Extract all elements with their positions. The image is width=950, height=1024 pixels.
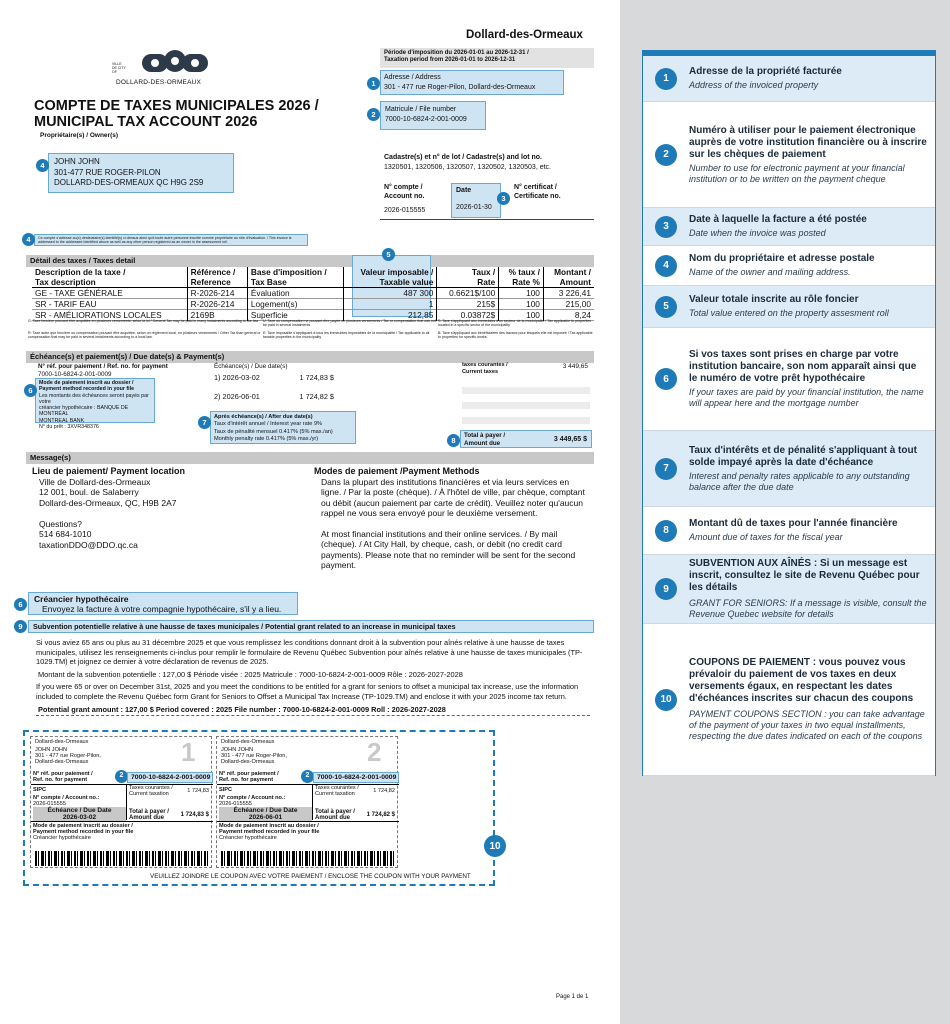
owner-city: DOLLARD-DES-ORMEAUX QC H9G 2S9 bbox=[54, 178, 204, 187]
legend-number bbox=[643, 296, 689, 318]
legend-sidebar bbox=[620, 0, 950, 1024]
legend-fr: Adresse de la propriété facturée bbox=[689, 66, 842, 77]
matricule-box bbox=[380, 101, 486, 130]
legend-en: Total value entered on the property assesment roll bbox=[689, 308, 889, 318]
total-label-1: Total à payer / bbox=[464, 432, 506, 439]
tax-cell: R-2026-214 bbox=[187, 288, 247, 299]
mortgage-l4: créancier hypothécaire : BANQUE DE MONTRÉAL bbox=[39, 405, 129, 418]
methods-title: Modes de paiement /Payment Methods bbox=[314, 466, 480, 476]
barcode-icon bbox=[35, 851, 209, 866]
header-line: Référence / bbox=[190, 267, 236, 277]
coupon-mode-3: Créancier hypothécaire bbox=[219, 835, 277, 841]
coupon-account-label: N° compte / Account no.: bbox=[219, 795, 286, 801]
coupon-total-label-1: Total à payer / bbox=[129, 809, 169, 815]
creancier-text: Envoyez la facture à votre compagnie hypothécaire, s'il y a lieu. bbox=[42, 604, 282, 614]
header-line: Reference bbox=[190, 277, 231, 287]
callout-10-icon: 10 bbox=[484, 835, 506, 857]
tax-cell: 100 bbox=[499, 288, 544, 299]
creancier-title: Créancier hypothécaire bbox=[34, 594, 129, 604]
location-line: Questions? bbox=[39, 518, 82, 529]
coupon-current-label-2: Current taxation bbox=[129, 791, 169, 797]
legend-number bbox=[643, 689, 689, 711]
coupon-mode-1: Mode de paiement inscrit au dossier / bbox=[219, 823, 319, 829]
logo-name: DOLLARD-DES-ORMEAUX bbox=[116, 79, 202, 86]
certificate-label-1: N° certificat / bbox=[514, 184, 557, 191]
owner-street: 301-477 RUE ROGER-PILON bbox=[54, 167, 161, 177]
subvention-p2: If you were 65 or over on December 31st, 2025 and you meet the conditions to be entitled for a grant for seniors to offset a municipal tax increase, use the information included to complete the Revenu Québec form Grant for Seniors to Offset a Municipal Tax Increase (TP-1029.TM) and enclose it with your 2025 income tax return. bbox=[36, 682, 579, 701]
mortgage-l3: Les montants des échéances seront payés par votre bbox=[39, 392, 149, 405]
header-line: Amount bbox=[559, 277, 591, 287]
tax-detail-table bbox=[32, 267, 594, 321]
coupon-ref-label-1: N° réf. pour paiement / bbox=[219, 771, 279, 777]
subvention-text bbox=[36, 638, 590, 716]
after-l3: Taux de pénalité mensuel 0.417% (5% max./an) bbox=[214, 428, 333, 435]
period-line-1: Période d'imposition du 2026-01-01 au 2026-12-31 / bbox=[384, 50, 529, 56]
header-line: Taux / bbox=[471, 267, 496, 277]
due-2-date: 2) 2026-06-01 bbox=[214, 392, 260, 401]
callout-2-icon: 2 bbox=[367, 108, 380, 121]
after-l4: Monthly penalty rate 0.417% (5% max./yr) bbox=[214, 436, 319, 443]
due-dates-list bbox=[214, 372, 344, 402]
tax-cell: 0.6621$/100 bbox=[437, 288, 499, 299]
payment-coupon bbox=[30, 736, 212, 868]
legend-number bbox=[643, 578, 689, 600]
coupon-sipc: SIPC bbox=[33, 787, 47, 793]
coupon-total-label-2: Amount due bbox=[129, 815, 164, 821]
account-label-2: Account no. bbox=[384, 193, 425, 200]
legend-number-badge-icon: 4 bbox=[655, 255, 677, 277]
coupon-addr1: 301 - 477 rue Roger-Pilon, bbox=[35, 753, 101, 759]
legend-number-badge-icon: 9 bbox=[655, 578, 677, 600]
empty-row bbox=[462, 387, 590, 394]
methods-en: At most financial institutions and their online services. / By mail (cheque). / At City Hall, by cheque, cash, or debit (no credit card payments). Please note that no reminder will be sent for the second payment. bbox=[321, 528, 576, 570]
legend-en: PAYMENT COUPONS SECTION : you can take advantage of the payment of your taxes in two equal installments, respecting the due dates indicated on each of the coupons bbox=[689, 709, 925, 741]
legend-fr: Montant dû de taxes pour l'année financière bbox=[689, 518, 898, 529]
coupon-footer: VEUILLEZ JOINDRE LE COUPON AVEC VOTRE PAIEMENT / ENCLOSE THE COUPON WITH YOUR PAYMENT bbox=[150, 873, 471, 880]
legend-en: Interest and penalty rates applicable to any outstanding balance after the due date bbox=[689, 470, 910, 492]
coupon-total-label-2: Amount due bbox=[315, 815, 350, 821]
barcode-icon bbox=[221, 851, 395, 866]
date-value: 2026-01-30 bbox=[456, 204, 492, 211]
tax-header-3 bbox=[344, 267, 437, 288]
legend-text bbox=[689, 66, 935, 91]
legend-number bbox=[643, 255, 689, 277]
logo-small-text: VILLE DE CITY OF bbox=[112, 62, 126, 74]
coupon-due-label: Échéance / Due Date bbox=[233, 807, 298, 814]
owner-name: JOHN JOHN bbox=[54, 157, 100, 166]
logo-mark-icon bbox=[112, 44, 222, 78]
coupon-current-label-2: Current taxation bbox=[315, 791, 355, 797]
legend-number-badge-icon: 6 bbox=[655, 368, 677, 390]
tax-header-2 bbox=[247, 267, 343, 288]
messages-heading: Message(s) bbox=[26, 452, 594, 464]
callout-5-icon: 5 bbox=[382, 248, 395, 261]
legend-number-badge-icon: 2 bbox=[655, 144, 677, 166]
legend-number bbox=[643, 216, 689, 238]
header-line: Base d'imposition / bbox=[250, 267, 327, 277]
cadastre-value: 1320501, 1320506, 1320507, 1320502, 1320503, etc. bbox=[384, 164, 551, 171]
tax-cell: 8,24 bbox=[543, 310, 594, 321]
callout-4-icon: 4 bbox=[36, 159, 49, 172]
tax-cell: 100 bbox=[499, 299, 544, 310]
header-line: % taux / bbox=[508, 267, 540, 277]
legend-text bbox=[689, 253, 935, 278]
callout-8-icon: 8 bbox=[447, 434, 460, 447]
tax-notes bbox=[28, 319, 594, 343]
certificate-block bbox=[514, 183, 561, 201]
legend-number bbox=[643, 520, 689, 542]
address-label: Adresse / Address bbox=[384, 74, 441, 81]
mortgage-l1: Mode de paiement inscrit au dossier / bbox=[39, 380, 134, 386]
period-line-2: Taxation period from 2026-01-01 to 2026-12-31 bbox=[384, 57, 516, 63]
header-line: Tax description bbox=[35, 277, 96, 287]
city-logo bbox=[112, 44, 222, 88]
legend-item-10 bbox=[643, 624, 935, 776]
location-line bbox=[39, 508, 282, 519]
legend-number-badge-icon: 10 bbox=[655, 689, 677, 711]
tax-header-5 bbox=[499, 267, 544, 288]
cadastre-label: Cadastre(s) et n° de lot / Cadastre(s) and lot no. bbox=[384, 154, 542, 161]
legend-fr: SUBVENTION AUX AÎNÉS : Si un message est inscrit, consultez le site de Revenu Québec pour les détails bbox=[689, 558, 920, 593]
legend-number-badge-icon: 5 bbox=[655, 296, 677, 318]
legend-text bbox=[689, 294, 935, 319]
legend-item-8 bbox=[643, 507, 935, 555]
coupon-due-box bbox=[33, 807, 126, 821]
legend-fr: Taux d'intérêts et de pénalité s'appliquant à tout solde impayé après la date d'échéance bbox=[689, 444, 917, 468]
amount-due-box bbox=[460, 430, 592, 448]
coupon-ref-label-2: Ref. no. for payment bbox=[219, 777, 274, 783]
note-e: E: Taxe imposable s'appliquant à tous les immeubles imposables de la municipalité / Tax applicable to all taxable properties in the municipality bbox=[263, 331, 430, 340]
tax-cell: 2169B bbox=[187, 310, 247, 321]
callout-2-coupon-icon: 2 bbox=[115, 770, 128, 783]
legend-item-7 bbox=[643, 431, 935, 507]
tax-cell: SR - AMÉLIORATIONS LOCALES bbox=[35, 310, 162, 320]
coupon-due-box bbox=[219, 807, 312, 821]
ref-block bbox=[38, 363, 168, 378]
ref-value: 7000-10-6824-2-001-0009 bbox=[38, 370, 112, 378]
callout-1-icon: 1 bbox=[367, 77, 380, 90]
owner-address-box bbox=[48, 153, 234, 193]
owner-label: Propriétaire(s) / Owner(s) bbox=[40, 132, 119, 139]
mortgage-payment-box bbox=[35, 378, 155, 431]
legend-number-badge-icon: 3 bbox=[655, 216, 677, 238]
tax-header-1 bbox=[187, 267, 247, 288]
subvention-en-line: Potential grant amount : 127,00 $ Period covered : 2025 File number : 7000-10-6824-2-001-0009 Roll : 2026-2027-2028 bbox=[36, 705, 590, 717]
tax-cell: 215,00 bbox=[543, 299, 594, 310]
divider bbox=[31, 784, 213, 785]
coupon-addr1: 301 - 477 rue Roger-Pilon, bbox=[221, 753, 287, 759]
tax-header-4 bbox=[437, 267, 499, 288]
divider bbox=[126, 784, 127, 820]
legend-en: Date when the invoice was posted bbox=[689, 228, 826, 238]
location-line: Dollard-des-Ormeaux, QC, H9B 2A7 bbox=[39, 497, 177, 508]
ref-label: N° réf. pour paiement / Ref. no. for payment bbox=[38, 363, 168, 370]
header-line: Description de la taxe / bbox=[35, 267, 126, 277]
due-1-amount: 1 724,83 $ bbox=[299, 373, 334, 382]
due-2-amount: 1 724,82 $ bbox=[299, 392, 334, 401]
callout-4b-icon: 4 bbox=[22, 233, 35, 246]
coupon-mode-3: Créancier hypothécaire bbox=[33, 835, 91, 841]
title-line-1: COMPTE DE TAXES MUNICIPALES 2026 / bbox=[34, 98, 319, 114]
address-value: 301 - 477 rue Roger-Pilon, Dollard-des-Ormeaux bbox=[384, 84, 536, 91]
header-line: Tax Base bbox=[250, 277, 287, 287]
page-title bbox=[34, 98, 319, 130]
tax-cell: 487 300 bbox=[344, 288, 437, 299]
tax-cell: Évaluation bbox=[247, 288, 343, 299]
header-line: Rate % bbox=[512, 277, 540, 287]
callout-3-icon: 3 bbox=[497, 192, 510, 205]
cadastre-block bbox=[384, 153, 594, 173]
coupon-mode-2: Payment method recorded in your file bbox=[219, 829, 320, 835]
tax-cell: 215$ bbox=[437, 299, 499, 310]
after-l2: Taux d'intérêt annuel / Interest year rate 9% bbox=[214, 421, 323, 428]
coupon-name: JOHN JOHN bbox=[221, 747, 254, 753]
coupon-number: 2 bbox=[367, 737, 382, 767]
legend-en: Address of the invoiced property bbox=[689, 80, 819, 90]
coupon-mode-2: Payment method recorded in your file bbox=[33, 829, 134, 835]
location-line: taxationDDO@DDO.qc.ca bbox=[39, 539, 138, 550]
current-label-2: Current taxes bbox=[462, 368, 499, 375]
coupon-due-label: Échéance / Due Date bbox=[47, 807, 112, 814]
legend-fr: Date à laquelle la facture a été postée bbox=[689, 214, 867, 225]
payment-coupon bbox=[216, 736, 398, 868]
coupon-ref-label-2: Ref. no. for payment bbox=[33, 777, 88, 783]
after-due-box bbox=[210, 411, 356, 444]
legend-fr: COUPONS DE PAIEMENT : vous pouvez vous prévaloir du paiement de vos taxes en deux versements égaux, en respectant les dates d'échéances inscrites sur chacun des coupons bbox=[689, 657, 914, 704]
note-g: G: Taxe foncière pouvant être acquittée en plusieurs versements, selon la loi / General Tax may be paid in many instalments according to the law bbox=[28, 319, 259, 323]
divider bbox=[217, 821, 399, 822]
mortgage-l6: N° du prêt : 3XVR348376 bbox=[39, 424, 99, 431]
legend-number-badge-icon: 8 bbox=[655, 520, 677, 542]
tax-cell: Logement(s) bbox=[247, 299, 343, 310]
legend-fr: Nom du propriétaire et adresse postale bbox=[689, 253, 875, 264]
note-s: S: Taxe s'appliquant aux immeubles d'un secteur de la municipalité / Tax applicable to properties located in a specific sector of the municipality bbox=[438, 319, 592, 328]
matricule-value: 7000-10-6824-2-001-0009 bbox=[385, 116, 467, 123]
legend-fr: Si vos taxes sont prises en charge par votre institution bancaire, son nom apparaît ainsi que le numéro de votre prêt hypothécaire bbox=[689, 349, 917, 384]
legend-text bbox=[689, 657, 935, 742]
coupon-current-value: 1 724,82 bbox=[373, 788, 395, 794]
tax-cell: R-2026-214 bbox=[187, 299, 247, 310]
coupon-name: JOHN JOHN bbox=[35, 747, 68, 753]
subvention-fr-line: Montant de la subvention potentielle : 127,00 $ Période visée : 2025 Matricule : 7000-10-6824-2-001-0009 Rôle : 2026-2027-2028 bbox=[38, 669, 463, 679]
tax-header-0 bbox=[32, 267, 187, 288]
tax-row bbox=[32, 299, 594, 310]
legend-text bbox=[689, 214, 935, 239]
coupon-account-label: N° compte / Account no.: bbox=[33, 795, 100, 801]
callout-7-icon: 7 bbox=[198, 416, 211, 429]
coupon-account: 2026-015555 bbox=[219, 801, 252, 807]
callout-2-coupon-icon: 2 bbox=[301, 770, 314, 783]
coupon-total-label-1: Total à payer / bbox=[315, 809, 355, 815]
creancier-box bbox=[28, 592, 298, 615]
legend-en: If your taxes are paid by your financial institution, the name will appear here and the mortgage number bbox=[689, 387, 924, 408]
coupon-city: Dollard-des-Ormeaux bbox=[221, 739, 275, 745]
legend-item-3 bbox=[643, 208, 935, 246]
current-taxes bbox=[462, 362, 594, 375]
tax-cell: SR - TARIF EAU bbox=[35, 299, 97, 309]
coupon-number: 1 bbox=[181, 737, 196, 767]
header-line: Montant / bbox=[554, 267, 591, 277]
coupon-city: Dollard-des-Ormeaux bbox=[35, 739, 89, 745]
due-item-1 bbox=[214, 372, 344, 383]
header-line: Taxable value bbox=[379, 277, 434, 287]
due-1-date: 1) 2026-03-02 bbox=[214, 373, 260, 382]
legend-item-5 bbox=[643, 286, 935, 328]
legend-text bbox=[689, 445, 935, 493]
coupon-addr2: Dollard-des-Ormeaux bbox=[221, 759, 275, 765]
legend-item-4 bbox=[643, 246, 935, 286]
tax-header-6 bbox=[543, 267, 594, 288]
header-line: Rate bbox=[477, 277, 496, 287]
city-header: Dollard-des-Ormeaux bbox=[466, 29, 583, 41]
payment-location bbox=[32, 466, 282, 550]
after-l1: Après échéance(s) / After due date(s) bbox=[214, 414, 313, 420]
divider bbox=[312, 784, 313, 820]
subvention-bar: Subvention potentielle relative à une hausse de taxes municipales / Potential grant related to an increase in municipal taxes bbox=[28, 620, 594, 633]
due-heading: Échéance(s) et paiement(s) / Due date(s) & Payment(s) bbox=[26, 351, 594, 363]
callout-6b-icon: 6 bbox=[14, 598, 27, 611]
legend-number-badge-icon: 1 bbox=[655, 68, 677, 90]
current-label-1: taxes courantes / bbox=[462, 362, 508, 368]
property-address-box bbox=[380, 70, 564, 95]
tax-cell: 1 bbox=[344, 299, 437, 310]
total-label-2: Amount due bbox=[464, 439, 501, 447]
legend-text bbox=[689, 558, 935, 620]
divider bbox=[217, 784, 399, 785]
certificate-label-2: Certificate no. bbox=[514, 193, 561, 200]
coupon-mode-1: Mode de paiement inscrit au dossier / bbox=[33, 823, 133, 829]
tax-cell: 3 226,41 bbox=[543, 288, 594, 299]
due-item-2 bbox=[214, 391, 344, 402]
legend-text bbox=[689, 518, 935, 543]
legend-fr: Numéro à utiliser pour le paiement électronique auprès de votre institution financière ou à inscrire sur les chèques de paiement bbox=[689, 124, 927, 160]
empty-row bbox=[462, 417, 590, 424]
account-block bbox=[384, 183, 425, 215]
empty-row bbox=[462, 402, 590, 409]
coupon-total-value: 1 724,83 $ bbox=[180, 812, 209, 818]
legend-number bbox=[643, 368, 689, 390]
account-label-1: N° compte / bbox=[384, 184, 423, 191]
note-u: U: Taxe ou compensation ne pouvant être payée en plusieurs versements / Tax or compensation that can not be paid in several instalments bbox=[263, 319, 437, 328]
callout-9-icon: 9 bbox=[14, 620, 27, 633]
coupon-ref-value: 7000-10-6824-2-001-0009 bbox=[127, 772, 213, 783]
account-value: 2026-015555 bbox=[384, 207, 426, 214]
mortgage-l5: MONTREAL BANK bbox=[39, 417, 85, 424]
note-r: R: Taxe autre que foncière ou compensation pouvant être acquittée, selon un règlement local, en plusieurs versements / Other Tax than general or compensation that may be paid in several instalments according to a local law. bbox=[28, 331, 261, 340]
legend-en: Amount due of taxes for the fiscal year bbox=[689, 532, 843, 542]
due-dates-label: Échéance(s) / Due date(s) bbox=[214, 363, 288, 370]
legend-en: Name of the owner and mailing address. bbox=[689, 267, 851, 277]
legend-panel bbox=[642, 50, 936, 776]
legend-number bbox=[643, 458, 689, 480]
page-number: Page 1 de 1 bbox=[556, 994, 589, 1000]
subvention-p1: Si vous aviez 65 ans ou plus au 31 décembre 2025 et que vous remplissez les conditions donnant droit à la subvention pour aînés relative à une hausse de taxes municipales, utilisez les renseignements ci-inclus pour remplir le formulaire de Revenu Québec Subvention pour aînés relative à une hausse de taxes municipales (TP-1029.TM) et joignez ce dernier à votre déclaration de revenus de 2025. bbox=[36, 638, 583, 667]
legend-number-badge-icon: 7 bbox=[655, 458, 677, 480]
coupon-sipc: SIPC bbox=[219, 787, 233, 793]
tax-cell: GE - TAXE GÉNÉRALE bbox=[35, 288, 123, 298]
location-lines bbox=[32, 477, 282, 551]
title-line-2: MUNICIPAL TAX ACCOUNT 2026 bbox=[34, 114, 258, 130]
coupon-account: 2026-015555 bbox=[33, 801, 66, 807]
divider bbox=[380, 219, 594, 220]
legend-number bbox=[643, 68, 689, 90]
coupon-due-date: 2026-03-02 bbox=[62, 814, 97, 821]
mortgage-l2: Payment method recorded in your file bbox=[39, 386, 135, 393]
date-label: Date bbox=[456, 187, 472, 194]
location-line: 12 001, boul. de Salaberry bbox=[39, 487, 139, 497]
tax-detail-heading: Détail des taxes / Taxes detail bbox=[26, 255, 594, 267]
note-b: B: Taxe s'appliquant aux bénéficiaires des travaux pour lesquels elle est imposée / Tax applicable to properties for specific works. bbox=[438, 331, 593, 340]
divider bbox=[31, 821, 213, 822]
legend-item-2 bbox=[643, 102, 935, 208]
coupon-ref-label-1: N° réf. pour paiement / bbox=[33, 771, 93, 777]
callout-6-icon: 6 bbox=[24, 384, 37, 397]
tax-cell: 212,85 bbox=[344, 310, 437, 321]
methods-fr: Dans la plupart des institutions financières et via leurs services en ligne. / Par la poste (chèque). / À l'hôtel de ville, par chèque, comptant ou débit (aucun paiement par carte de crédit). Veuillez noter qu'aucun rappel ne vous sera envoyé pour le deuxième versement. bbox=[321, 476, 585, 518]
date-box bbox=[451, 183, 501, 218]
addressee-note: Ce compte s'adresse au(x) destinataire(s) identifié(s) ci-dessus ainsi qu'à toute autre personne inscrite comme propriétaire au rôle d'évaluation. / This invoice is addressed to the addressee identified above as well as any other person registered as an owner in the assessment roll. bbox=[34, 234, 308, 246]
tax-cell: 0.03872$ bbox=[437, 310, 499, 321]
legend-en: GRANT FOR SENIORS: If a message is visible, consult the Revenue Quebec website for details bbox=[689, 598, 927, 619]
coupon-due-date: 2026-06-01 bbox=[248, 814, 283, 821]
coupon-current-label-1: Taxes courantes / bbox=[129, 785, 173, 791]
tax-row bbox=[32, 288, 594, 299]
legend-item-9 bbox=[643, 555, 935, 624]
legend-fr: Valeur totale inscrite au rôle foncier bbox=[689, 294, 859, 305]
coupon-addr2: Dollard-des-Ormeaux bbox=[35, 759, 89, 765]
header-line: Valeur imposable / bbox=[360, 267, 434, 277]
location-title: Lieu de paiement/ Payment location bbox=[32, 466, 186, 476]
legend-text bbox=[689, 349, 935, 409]
legend-number bbox=[643, 144, 689, 166]
current-value: 3 449,65 bbox=[562, 363, 588, 370]
legend-en: Number to use for electronic payment at your financial institution or to be written on the payment cheque bbox=[689, 162, 905, 184]
matricule-label: Matricule / File number bbox=[385, 106, 457, 113]
tax-cell: Superficie bbox=[247, 310, 343, 321]
coupon-total-value: 1 724,82 $ bbox=[366, 812, 395, 818]
location-line: 514 684-1010 bbox=[39, 529, 92, 539]
coupon-ref-value: 7000-10-6824-2-001-0009 bbox=[313, 772, 399, 783]
legend-text bbox=[689, 125, 935, 185]
legend-item-1 bbox=[643, 56, 935, 102]
legend-item-6 bbox=[643, 328, 935, 431]
taxation-period bbox=[380, 48, 594, 68]
coupon-current-label-1: Taxes courantes / bbox=[315, 785, 359, 791]
payment-methods bbox=[314, 466, 586, 571]
total-value: 3 449,65 $ bbox=[553, 436, 587, 443]
tax-cell: 100 bbox=[499, 310, 544, 321]
coupon-current-value: 1 724,83 bbox=[187, 788, 209, 794]
location-line: Ville de Dollard-des-Ormeaux bbox=[39, 476, 151, 487]
